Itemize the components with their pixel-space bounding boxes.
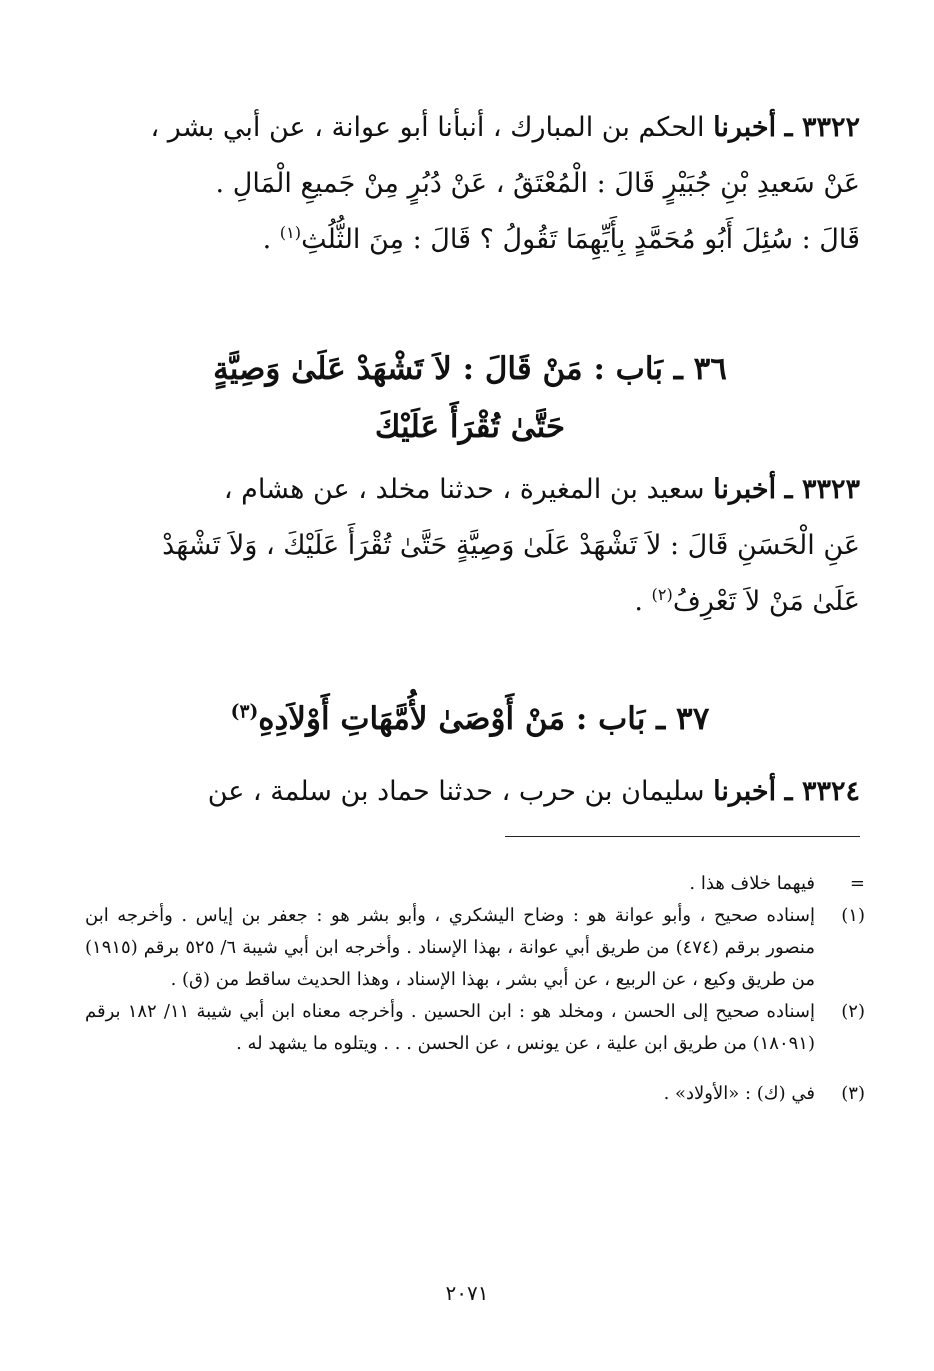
footnote-2 xyxy=(85,996,865,1060)
hadith-3322-line-2: عَنْ سَعيدِ بْنِ جُبَيْرٍ قَالَ : الْمُعْتَقُ ، عَنْ دُبُرٍ مِنْ جَميعِ الْمَالِ . xyxy=(215,168,860,199)
chapter-heading-line-2: حَتَّىٰ تُقْرَأَ عَلَيْكَ xyxy=(374,409,566,445)
hadith-lead-word: أخبرنا xyxy=(713,112,777,143)
hadith-number: ٣٣٢٢ ـ xyxy=(784,112,860,143)
chapter-heading-36 xyxy=(80,340,860,456)
hadith-number: ٣٣٢٤ ـ xyxy=(784,776,860,807)
hadith-3322 xyxy=(80,100,860,268)
hadith-lead-word: أخبرنا xyxy=(713,776,777,807)
footnote-1 xyxy=(85,900,865,996)
footnote-marker: = xyxy=(849,873,865,894)
hadith-3323-line-1 xyxy=(80,462,860,518)
hadith-chain-text: سعيد بن المغيرة ، حدثنا مخلد ، عن هشام ، xyxy=(223,474,705,505)
hadith-3322-line-3 xyxy=(80,212,860,268)
footnote-marker: (٣) xyxy=(841,1083,865,1104)
hadith-3322-line-1 xyxy=(80,100,860,156)
hadith-chain-text: سليمان بن حرب ، حدثنا حماد بن سلمة ، عن xyxy=(207,776,705,807)
footnote-3 xyxy=(85,1078,865,1110)
footnote-reference[interactable]: (٢) xyxy=(651,585,673,604)
footnote-continuation xyxy=(85,868,865,900)
hadith-3323-line-2: عَنِ الْحَسَنِ قَالَ : لاَ تَشْهَدْ عَلَىٰ وَصِيَّةٍ حَتَّىٰ تُقْرَأَ عَلَيْكَ ، وَلاَ تَشْهَدْ xyxy=(162,530,860,561)
footnote-text: إسناده صحيح إلى الحسن ، ومخلد هو : ابن الحسين . وأخرجه معناه ابن أبي شيبة ١١/ ١٨٢ برقم (١٨٠٩١) من طريق ابن علية ، عن يونس ، عن الحسن . . . ويتلوه ما يشهد له . xyxy=(85,1001,815,1054)
hadith-3323-line-3 xyxy=(80,574,860,630)
chapter-heading-text: ٣٧ ـ بَاب : مَنْ أَوْصَىٰ لأُمَّهَاتِ أَوْلاَدِهِ xyxy=(258,701,710,737)
hadith-text-end: . xyxy=(634,586,652,617)
footnote-marker: (١) xyxy=(841,905,865,926)
hadith-text: عَلَىٰ مَنْ لاَ تَعْرِفُ xyxy=(672,586,860,617)
footnote-separator xyxy=(505,836,860,837)
hadith-3324-line-1 xyxy=(80,764,860,820)
hadith-text-end: . xyxy=(262,224,280,255)
hadith-3324 xyxy=(80,764,860,820)
footnote-marker: (٢) xyxy=(841,1001,865,1022)
chapter-heading-line-1 xyxy=(80,690,860,748)
hadith-text: قَالَ : سُئِلَ أَبُو مُحَمَّدٍ بِأَيِّهِمَا تَقُولُ ؟ قَالَ : مِنَ الثُّلُثِ xyxy=(301,224,860,255)
footnote-reference[interactable]: (١) xyxy=(279,223,302,242)
footnote-text: إسناده صحيح ، وأبو عوانة هو : وضاح اليشكري ، وأبو بشر هو : جعفر بن إياس . وأخرجه ابن منصور برقم (٤٧٤) من طريق أبي عوانة ، بهذا الإسناد . وأخرجه ابن أبي شيبة ٦/ ٥٢٥ برقم (١٩١٥) من طريق وكيع ، عن الربيع ، عن أبي بشر ، بهذا الإسناد ، وهذا الحديث ساقط من (ق) . xyxy=(85,905,815,990)
hadith-number: ٣٣٢٣ ـ xyxy=(784,474,860,505)
footnote-text: فيهما خلاف هذا . xyxy=(689,873,815,894)
footnote-reference[interactable]: (٣) xyxy=(230,701,259,723)
footnote-spacer xyxy=(85,1060,865,1078)
hadith-3323 xyxy=(80,462,860,630)
footnotes-section xyxy=(85,868,865,1110)
footnote-text: في (ك) : «الأولاد» . xyxy=(663,1083,815,1104)
chapter-heading-37 xyxy=(80,690,860,748)
hadith-lead-word: أخبرنا xyxy=(713,474,777,505)
chapter-heading-line-1: ٣٦ ـ بَاب : مَنْ قَالَ : لاَ تَشْهَدْ عَلَىٰ وَصِيَّةٍ xyxy=(213,351,727,387)
hadith-chain-text: الحكم بن المبارك ، أنبأنا أبو عوانة ، عن أبي بشر ، xyxy=(150,112,705,143)
page-number: ٢٠٧١ xyxy=(445,1281,489,1305)
